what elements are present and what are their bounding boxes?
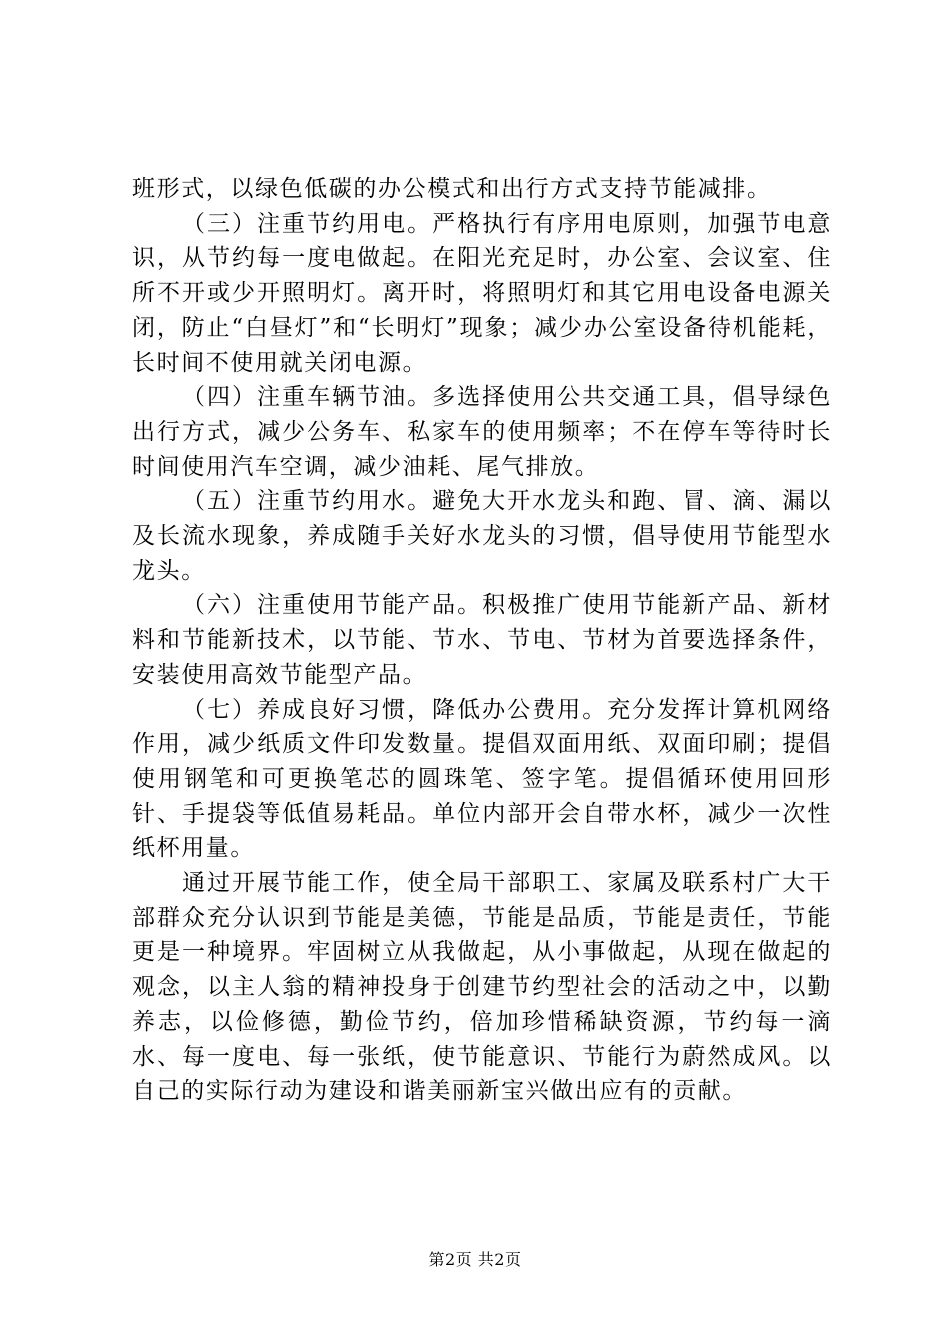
document-body <box>132 172 832 1109</box>
paragraph-section-6-products: （六）注重使用节能产品。积极推广使用节能新产品、新材料和节能新技术，以节能、节水、节电、节材为首要选择条件，安装使用高效节能型产品。 <box>132 592 832 688</box>
page-footer: 第2页 共2页 <box>428 1250 522 1269</box>
paragraph-conclusion: 通过开展节能工作，使全局干部职工、家属及联系村广大干部群众充分认识到节能是美德，节能是品质，节能是责任，节能更是一种境界。牢固树立从我做起，从小事做起，从现在做起的观念，以主人翁的精神投身于创建节约型社会的活动之中，以勤养志，以俭修德，勤俭节约，倍加珍惜稀缺资源，节约每一滴水、每一度电、每一张纸，使节能意识、节能行为蔚然成风。以自己的实际行动为建设和谐美丽新宝兴做出应有的贡献。 <box>132 870 832 1105</box>
paragraph-section-4-fuel: （四）注重车辆节油。多选择使用公共交通工具，倡导绿色出行方式，减少公务车、私家车的使用频率；不在停车等待时长时间使用汽车空调，减少油耗、尾气排放。 <box>132 384 832 480</box>
paragraph-section-7-habits: （七）养成良好习惯，降低办公费用。充分发挥计算机网络作用，减少纸质文件印发数量。提倡双面用纸、双面印刷；提倡使用钢笔和可更换笔芯的圆珠笔、签字笔。提倡循环使用回形针、手提袋等低值易耗品。单位内部开会自带水杯，减少一次性纸杯用量。 <box>132 696 832 862</box>
paragraph-section-3-electricity: （三）注重节约用电。严格执行有序用电原则，加强节电意识，从节约每一度电做起。在阳光充足时，办公室、会议室、住所不开或少开照明灯。离开时，将照明灯和其它用电设备电源关闭，防止“白昼灯”和“长明灯”现象；减少办公室设备待机能耗，长时间不使用就关闭电源。 <box>132 210 832 376</box>
paragraph-continuation: 班形式，以绿色低碳的办公模式和出行方式支持节能减排。 <box>132 176 772 202</box>
paragraph-section-5-water: （五）注重节约用水。避免大开水龙头和跑、冒、滴、漏以及长流水现象，养成随手关好水龙头的习惯，倡导使用节能型水龙头。 <box>132 488 832 584</box>
